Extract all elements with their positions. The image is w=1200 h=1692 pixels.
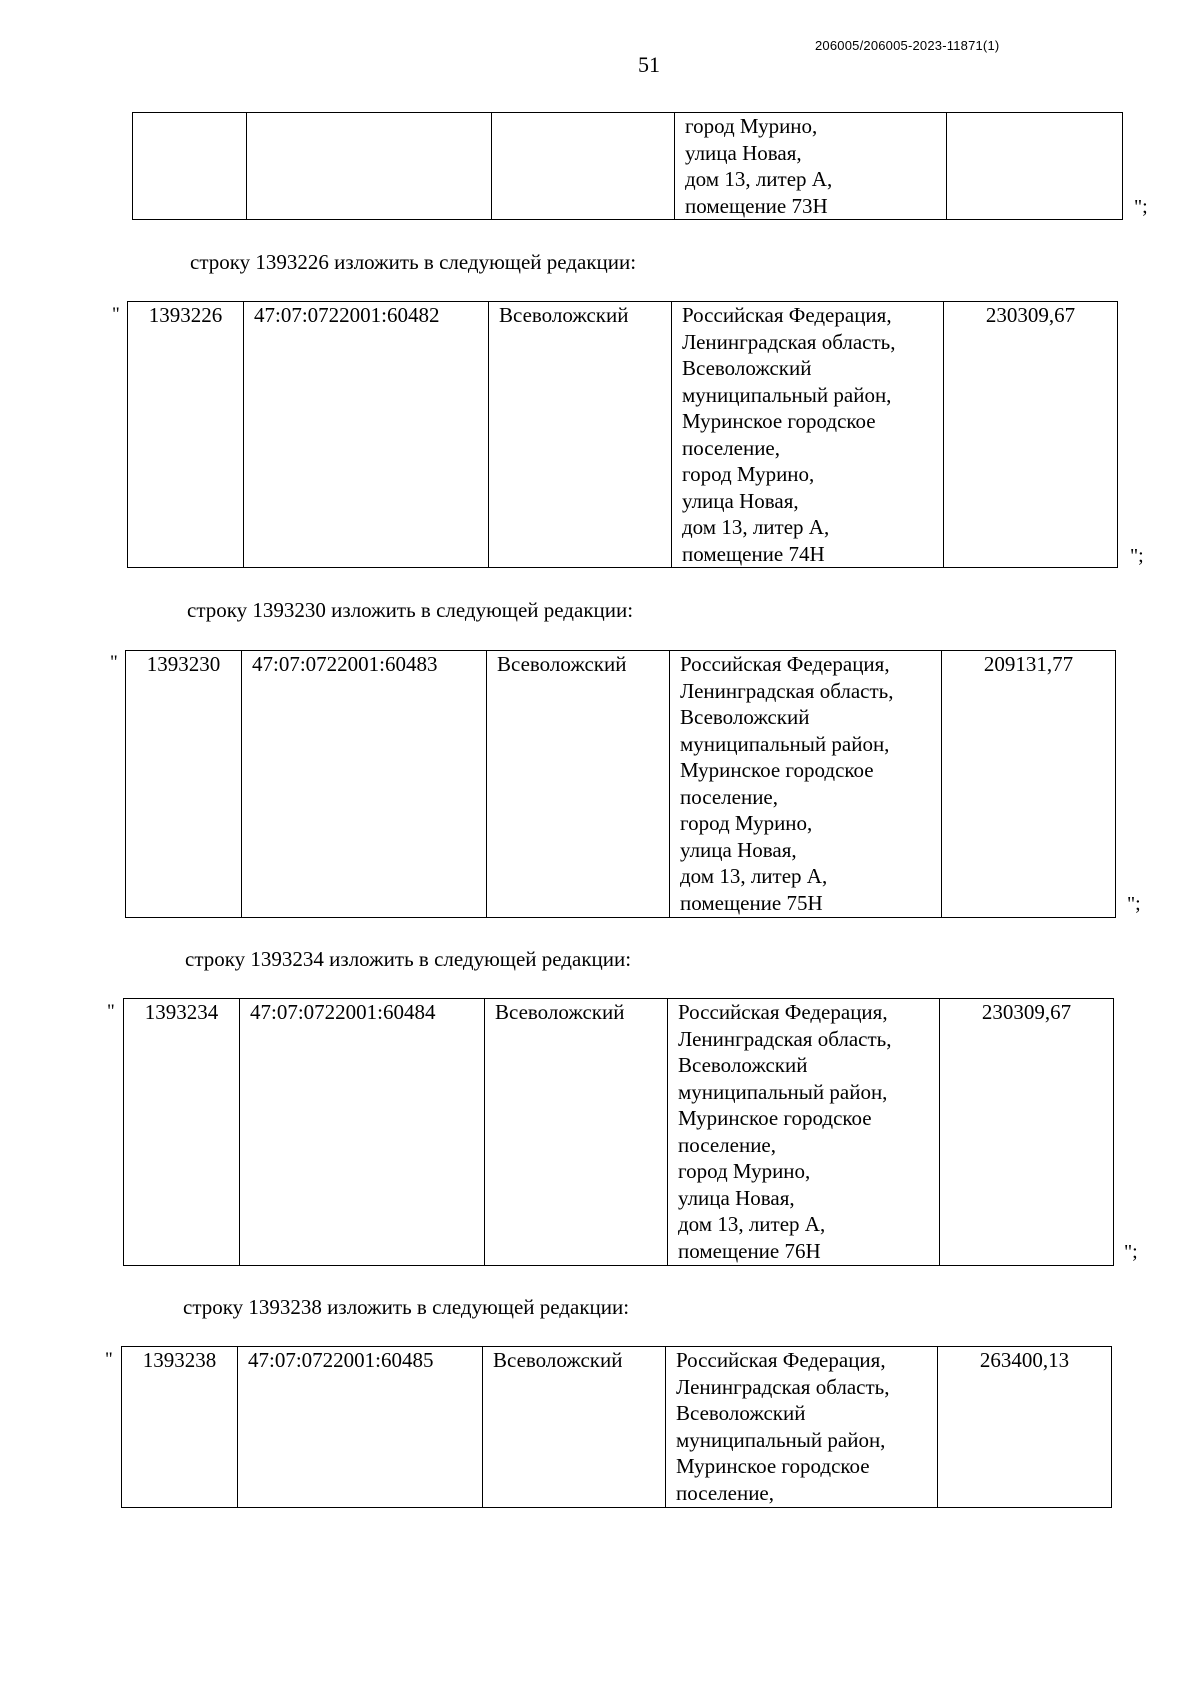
address-line: улица Новая, xyxy=(682,488,799,513)
closing-quote: "; xyxy=(1134,196,1148,218)
address-line: муниципальный район, xyxy=(678,1079,888,1104)
value-cell: 230309,67 xyxy=(940,999,1114,1266)
district-cell: Всеволожский xyxy=(487,651,670,918)
address-cell xyxy=(670,651,942,918)
address-line: Всеволожский xyxy=(676,1401,806,1425)
district-cell: Всеволожский xyxy=(483,1347,666,1508)
value-cell: 230309,67 xyxy=(944,302,1118,568)
address-line: город Мурино, xyxy=(680,811,813,835)
table-row xyxy=(128,302,1118,568)
address-line: помещение 76Н xyxy=(678,1238,821,1263)
address-line: Российская Федерация, xyxy=(676,1348,886,1372)
instruction-text: строку 1393230 изложить в следующей редакции: xyxy=(187,598,634,622)
continuation-table xyxy=(132,112,1123,220)
row-number-cell: 1393234 xyxy=(124,999,240,1266)
address-cell xyxy=(666,1347,938,1508)
cadastral-cell xyxy=(247,113,492,220)
entry-table xyxy=(127,301,1118,568)
closing-quote: "; xyxy=(1124,1241,1138,1263)
row-number-cell: 1393230 xyxy=(126,651,242,918)
table-row xyxy=(126,651,1116,918)
district-cell xyxy=(492,113,675,220)
cadastral-cell: 47:07:0722001:60483 xyxy=(242,651,487,918)
district-cell: Всеволожский xyxy=(489,302,672,568)
opening-quote: " xyxy=(110,652,118,673)
address-cell xyxy=(668,999,940,1266)
row-number-cell: 1393238 xyxy=(122,1347,238,1508)
district-cell: Всеволожский xyxy=(485,999,668,1266)
entry-table xyxy=(125,650,1116,918)
address-cell xyxy=(672,302,944,568)
address-line: Российская Федерация, xyxy=(682,303,892,327)
address-line: Муринское городское xyxy=(678,1106,872,1130)
address-line: Ленинградская область, xyxy=(678,1026,892,1051)
address-line: Российская Федерация, xyxy=(680,652,890,676)
address-line: муниципальный район, xyxy=(682,382,892,407)
address-line: Ленинградская область, xyxy=(676,1374,890,1399)
address-line: помещение 73Н xyxy=(685,193,828,218)
address-line: город Мурино, xyxy=(685,114,818,138)
row-number-cell xyxy=(133,113,247,220)
address-line: Всеволожский xyxy=(678,1053,808,1077)
address-line: муниципальный район, xyxy=(680,731,890,756)
address-line: дом 13, литер А, xyxy=(680,864,828,888)
address-line: Ленинградская область, xyxy=(680,678,894,703)
instruction-text: строку 1393238 изложить в следующей редакции: xyxy=(183,1295,630,1319)
address-line: поселение, xyxy=(676,1480,775,1505)
address-line: поселение, xyxy=(680,784,779,809)
address-line: помещение 75Н xyxy=(680,890,823,915)
cadastral-cell: 47:07:0722001:60485 xyxy=(238,1347,483,1508)
table-row xyxy=(122,1347,1112,1508)
address-line: улица Новая, xyxy=(685,140,802,165)
address-line: Муринское городское xyxy=(676,1454,870,1478)
value-cell: 209131,77 xyxy=(942,651,1116,918)
instruction-text: строку 1393234 изложить в следующей редакции: xyxy=(185,947,632,971)
address-line: дом 13, литер А, xyxy=(678,1212,826,1236)
page-number: 51 xyxy=(638,52,660,77)
address-line: Ленинградская область, xyxy=(682,329,896,354)
value-cell: 263400,13 xyxy=(938,1347,1112,1508)
opening-quote: " xyxy=(107,1001,115,1022)
address-line: город Мурино, xyxy=(682,462,815,486)
address-line: дом 13, литер А, xyxy=(685,167,833,191)
address-line: помещение 74Н xyxy=(682,541,825,566)
address-line: город Мурино, xyxy=(678,1159,811,1183)
value-cell xyxy=(947,113,1123,220)
address-line: улица Новая, xyxy=(678,1185,795,1210)
document-id: 206005/206005-2023-11871(1) xyxy=(815,38,1000,53)
closing-quote: "; xyxy=(1127,893,1141,915)
address-line: дом 13, литер А, xyxy=(682,515,830,539)
address-line: Всеволожский xyxy=(682,356,812,380)
address-cell xyxy=(675,113,947,220)
address-line: Муринское городское xyxy=(682,409,876,433)
instruction-text: строку 1393226 изложить в следующей редакции: xyxy=(190,250,637,274)
opening-quote: " xyxy=(105,1349,113,1370)
row-number-cell: 1393226 xyxy=(128,302,244,568)
table-row xyxy=(133,113,1123,220)
address-line: улица Новая, xyxy=(680,837,797,862)
entry-table xyxy=(121,1346,1112,1508)
address-line: Муринское городское xyxy=(680,758,874,782)
table-row xyxy=(124,999,1114,1266)
cadastral-cell: 47:07:0722001:60484 xyxy=(240,999,485,1266)
address-line: поселение, xyxy=(678,1132,777,1157)
address-line: Всеволожский xyxy=(680,705,810,729)
address-line: поселение, xyxy=(682,435,781,460)
address-line: муниципальный район, xyxy=(676,1427,886,1452)
cadastral-cell: 47:07:0722001:60482 xyxy=(244,302,489,568)
entry-table xyxy=(123,998,1114,1266)
address-line: Российская Федерация, xyxy=(678,1000,888,1024)
closing-quote: "; xyxy=(1130,545,1144,567)
opening-quote: " xyxy=(112,304,120,325)
